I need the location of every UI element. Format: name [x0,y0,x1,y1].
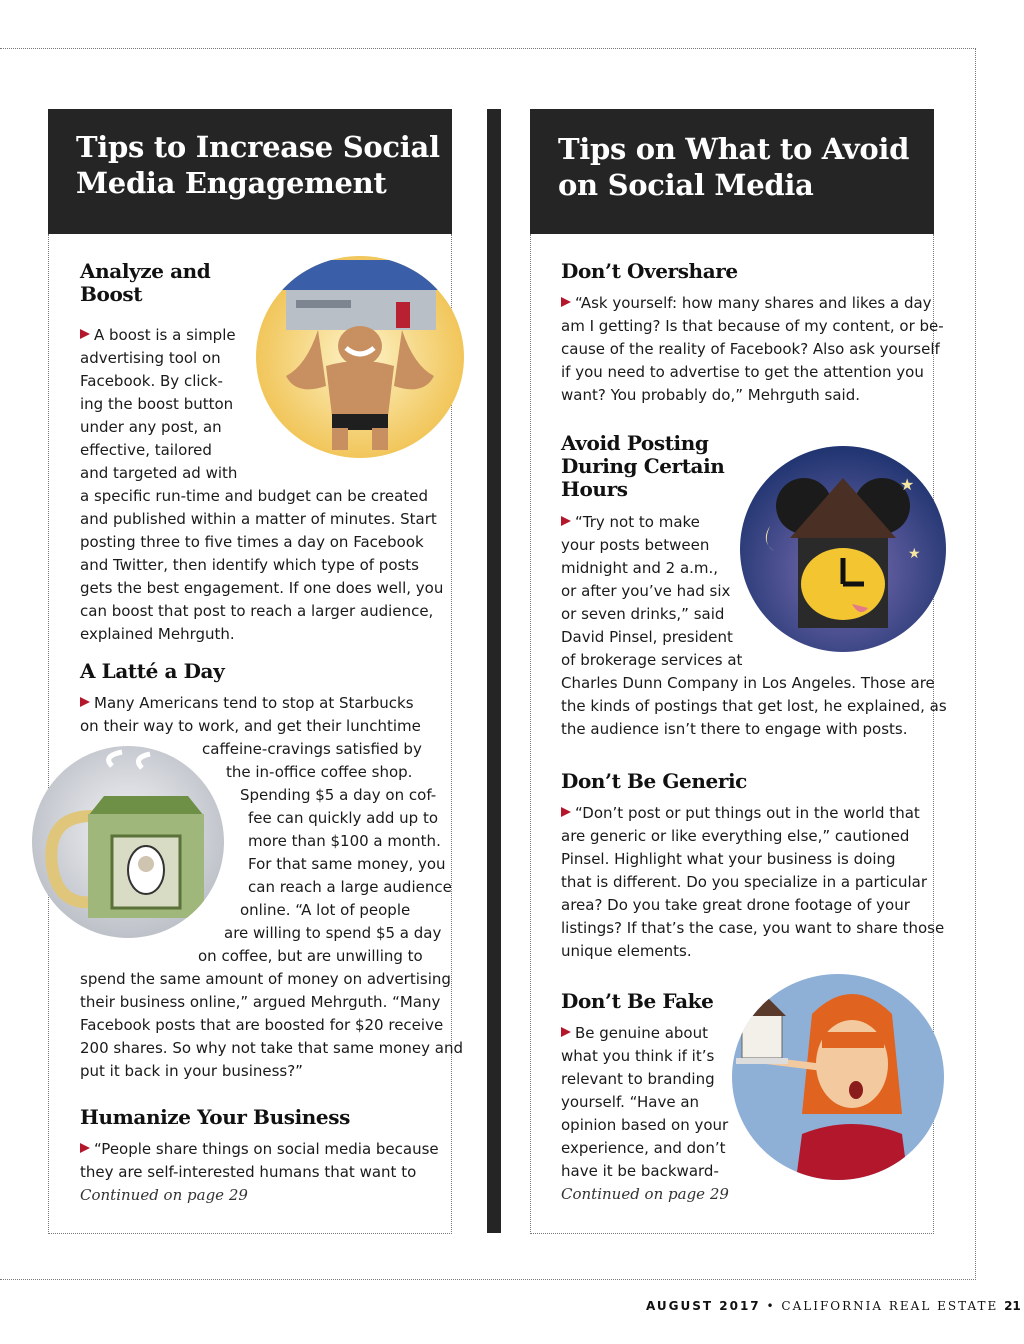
section-body [80,1138,440,1207]
left-title-line2: Media Engagement [76,166,387,200]
heading-line: Boost [80,282,143,306]
body-line: explained Mehrguth. [80,625,235,643]
body-line: ing the boost button [80,395,234,413]
section-humanize-business [80,1106,440,1207]
body-line: under any post, an [80,418,222,436]
body-line: and targeted ad with [80,464,238,482]
body-line: if you need to advertise to get the attention you [561,363,924,381]
body-line [561,1022,926,1045]
body-line: Charles Dunn Company in Los Angeles. Those are [561,674,935,692]
heading-line: Analyze and [80,259,211,283]
left-title-line1: Tips to Increase Social [76,130,440,164]
body-text: “People share things on social media because [94,1140,439,1158]
section-body [561,802,945,963]
right-panel-header [530,109,934,234]
section-body [80,324,444,646]
bullet-triangle-icon [561,516,571,526]
section-dont-be-fake [561,990,926,1206]
bullet-triangle-icon [561,1027,571,1037]
body-line [561,802,926,825]
body-line [80,1138,440,1161]
bullet-triangle-icon [80,1143,90,1153]
body-line: or after you’ve had six [561,582,731,600]
section-latte-a-day [80,659,464,1083]
left-panel-title [76,129,440,201]
body-line: relevant to branding [561,1070,715,1088]
body-text: Be genuine about [575,1024,709,1042]
body-line: experience, and don’t [561,1139,726,1157]
body-line: opinion based on your [561,1116,729,1134]
body-line: what you think if it’s [561,1047,715,1065]
section-heading [80,260,440,306]
body-line: cause of the reality of Facebook? Also ask yourself [561,340,940,358]
body-line: want? You probably do,” Mehrguth said. [561,386,861,404]
heading-line: Avoid Posting [561,431,709,455]
body-line: Facebook posts that are boosted for $20 receive [80,1016,444,1034]
body-line: the audience isn’t there to engage with posts. [561,720,908,738]
section-dont-overshare [561,259,944,407]
body-line: am I getting? Is that because of my content, or be- [561,317,944,335]
column-divider [487,109,501,1233]
body-line: area? Do you take great drone footage of your [561,896,910,914]
body-line: online. “A lot of people [240,901,411,919]
publication-name: CALIFORNIA REAL ESTATE [781,1299,999,1313]
body-line: Facebook. By click- [80,372,223,390]
heading-line: Hours [561,477,628,501]
body-line: on their way to work, and get their lunchtime [80,717,421,735]
section-avoid-posting-hours [561,431,947,741]
svg-text:★: ★ [908,546,921,562]
heading-line: During Certain [561,454,725,478]
right-panel-title [558,129,910,203]
body-line: a specific run-time and budget can be created [80,487,428,505]
body-line: yourself. “Have an [561,1093,700,1111]
body-line: spend the same amount of money on advertising [80,970,451,988]
body-line: fee can quickly add up to [248,809,439,827]
section-heading: Humanize Your Business [80,1105,350,1129]
right-title-line1: Tips on What to Avoid [558,132,910,166]
issue-date: AUGUST 2017 [646,1299,761,1313]
body-line: unique elements. [561,942,692,960]
section-body [80,692,464,1083]
body-text: Many Americans tend to stop at Starbucks [94,694,414,712]
body-line: have it be backward- [561,1162,719,1180]
body-line [80,692,440,715]
body-text: A boost is a simple [94,326,236,344]
body-line: caffeine-cravings satisfied by [202,740,422,758]
continued-note: Continued on page 29 [80,1186,248,1204]
body-line: can reach a large audience [248,878,452,896]
bullet-triangle-icon [80,697,90,707]
section-body [561,1022,926,1206]
body-line: they are self-interested humans that want to [80,1163,417,1181]
bullet-triangle-icon [561,807,571,817]
body-line: that is different. Do you specialize in a particular [561,873,928,891]
body-line: the kinds of postings that get lost, he explained, as [561,697,947,715]
body-line: their business online,” argued Mehrguth. “Many [80,993,441,1011]
body-line: on coffee, but are unwilling to [198,947,423,965]
body-line: can boost that post to reach a larger audience, [80,602,434,620]
page-number: 21 [1004,1299,1021,1313]
body-line: posting three to five times a day on Facebook [80,533,424,551]
section-analyze-boost [80,259,444,646]
body-line: the in-office coffee shop. [226,763,413,781]
svg-text:★: ★ [900,475,915,494]
left-panel-header [48,109,452,234]
body-text: “Don’t post or put things out in the world that [575,804,920,822]
section-heading: Don’t Overshare [561,259,738,283]
body-line: midnight and 2 a.m., [561,559,719,577]
body-text: “Try not to make [575,513,700,531]
body-text: “Ask yourself: how many shares and likes a day [575,294,932,312]
body-line: 200 shares. So why not take that same money and [80,1039,464,1057]
body-line: of brokerage services at [561,651,743,669]
body-line: Spending $5 a day on cof- [240,786,437,804]
section-heading [561,432,926,501]
body-line: For that same money, you [248,855,446,873]
body-line: more than $100 a month. [248,832,441,850]
body-line: and Twitter, then identify which type of posts [80,556,420,574]
footer-bullet: • [766,1299,776,1313]
page-footer [646,1299,1021,1313]
bullet-triangle-icon [561,297,571,307]
body-line: Pinsel. Highlight what your business is doing [561,850,896,868]
body-line: and published within a matter of minutes. Start [80,510,437,528]
body-line: listings? If that’s the case, you want to share those [561,919,945,937]
section-body [561,292,944,407]
body-line: David Pinsel, president [561,628,733,646]
body-line: effective, tailored [80,441,212,459]
section-body [561,511,947,741]
body-line: advertising tool on [80,349,221,367]
bullet-triangle-icon [80,329,90,339]
section-dont-be-generic [561,769,945,963]
section-heading: A Latté a Day [80,659,225,683]
section-heading: Don’t Be Generic [561,769,747,793]
body-line [561,511,926,534]
right-title-line2: on Social Media [558,168,814,202]
body-line: gets the best engagement. If one does well, you [80,579,444,597]
body-line [561,292,932,315]
continued-note: Continued on page 29 [561,1185,729,1203]
section-heading: Don’t Be Fake [561,989,714,1013]
body-line [80,324,440,347]
body-line: put it back in your business?” [80,1062,303,1080]
body-line: are willing to spend $5 a day [224,924,442,942]
body-line: are generic or like everything else,” cautioned [561,827,910,845]
body-line: your posts between [561,536,710,554]
body-line: or seven drinks,” said [561,605,725,623]
